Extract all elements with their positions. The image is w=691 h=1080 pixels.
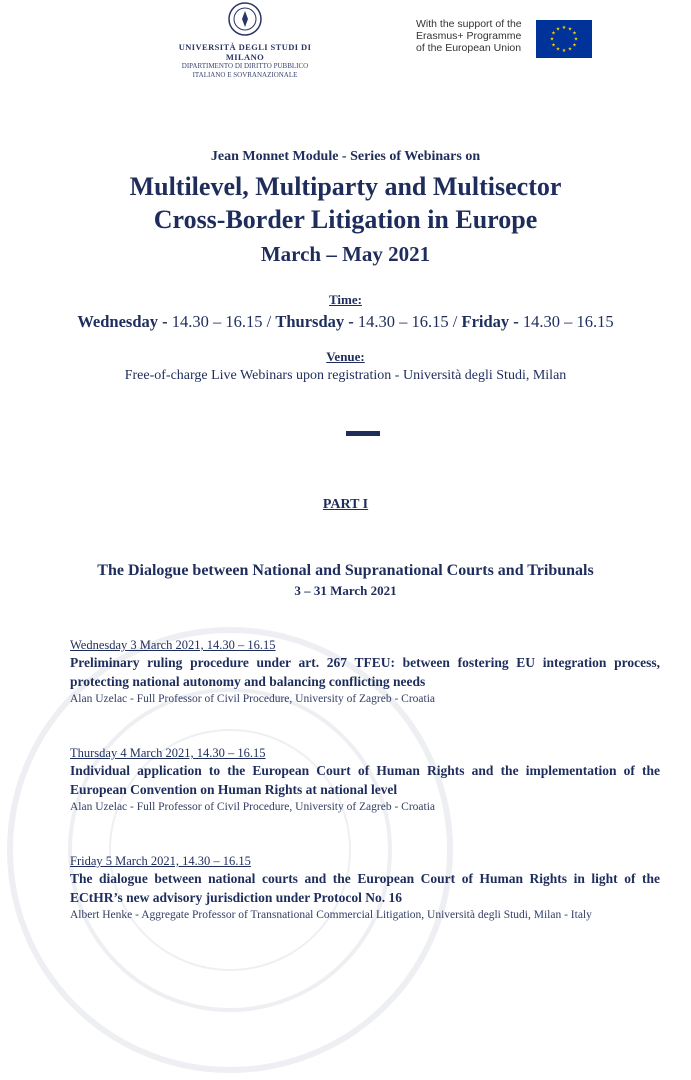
session-item [70, 637, 660, 707]
part-title: The Dialogue between National and Supranational Courts and Tribunals [97, 562, 594, 579]
svg-text:★: ★ [549, 36, 555, 43]
department-line-1: DIPARTIMENTO DI DIRITTO PUBBLICO [181, 62, 309, 70]
eu-support-line-1: With the support of the [416, 18, 522, 30]
svg-text:★: ★ [573, 36, 579, 43]
svg-text:★: ★ [551, 42, 556, 49]
page-title-line-1: Multilevel, Multiparty and Multisector [129, 172, 562, 201]
session-date: Friday 5 March 2021, 14.30 – 16.15 [70, 854, 251, 868]
session-date: Thursday 4 March 2021, 14.30 – 16.15 [70, 746, 266, 760]
session-item [70, 853, 660, 923]
time-hours-thursday: 14.30 – 16.15 / [353, 312, 462, 331]
time-day-wednesday: Wednesday - [77, 312, 168, 331]
session-title: Preliminary ruling procedure under art. 267 TFEU: between fostering EU integration process, protecting national autonomy and balancing conflicting needs [70, 655, 660, 689]
time-day-thursday: Thursday - [275, 312, 354, 331]
university-seal-icon [228, 2, 262, 36]
svg-text:★: ★ [555, 26, 561, 33]
venue-text: Free-of-charge Live Webinars upon registration - Università degli Studi, Milan [124, 368, 567, 383]
eu-support-line-3: of the European Union [416, 42, 522, 54]
series-dates: March – May 2021 [260, 242, 431, 266]
header [0, 0, 691, 79]
svg-text:★: ★ [561, 48, 567, 54]
eu-support-text [416, 18, 536, 54]
session-item [70, 745, 660, 815]
session-title: Individual application to the European Court of Human Rights and the implementation of the European Convention on Human Rights at national level [70, 763, 660, 797]
eu-flag-icon [536, 20, 592, 58]
svg-text:★: ★ [555, 46, 561, 53]
series-kicker: Jean Monnet Module - Series of Webinars on [210, 149, 481, 164]
session-speaker: Alan Uzelac - Full Professor of Civil Procedure, University of Zagreb - Croatia [70, 801, 436, 813]
part-dates: 3 – 31 March 2021 [294, 583, 397, 598]
svg-text:★: ★ [572, 42, 577, 49]
university-name: UNIVERSITÀ DEGLI STUDI DI MILANO [178, 42, 312, 62]
svg-text:★: ★ [567, 26, 573, 33]
session-date: Wednesday 3 March 2021, 14.30 – 16.15 [70, 638, 276, 652]
part-label: PART I [322, 497, 369, 512]
time-hours-wednesday: 14.30 – 16.15 / [167, 312, 276, 331]
session-speaker: Albert Henke - Aggregate Professor of Transnational Commercial Litigation, Università degli Studi, Milan - Italy [70, 909, 592, 921]
section-divider [346, 431, 380, 436]
time-schedule [0, 312, 691, 332]
department-line-2: ITALIANO E SOVRANAZIONALE [192, 70, 298, 79]
eu-support-line-2: Erasmus+ Programme [416, 30, 522, 42]
svg-text:★: ★ [561, 25, 567, 31]
session-speaker: Alan Uzelac - Full Professor of Civil Procedure, University of Zagreb - Croatia [70, 693, 436, 705]
time-hours-friday: 14.30 – 16.15 [518, 312, 614, 331]
svg-text:★: ★ [551, 30, 556, 37]
eu-support-logo [348, 10, 608, 65]
page-title-line-2: Cross-Border Litigation in Europe [153, 205, 538, 234]
time-day-friday: Friday - [461, 312, 519, 331]
time-label: Time: [329, 292, 362, 307]
svg-text:★: ★ [567, 46, 573, 53]
svg-text:★: ★ [572, 30, 577, 37]
venue-label: Venue: [326, 349, 365, 364]
session-title: The dialogue between national courts and the European Court of Human Rights in light of the ECtHR’s new advisory jurisdiction under Protocol No. 16 [70, 871, 660, 905]
university-logo [176, 2, 314, 79]
